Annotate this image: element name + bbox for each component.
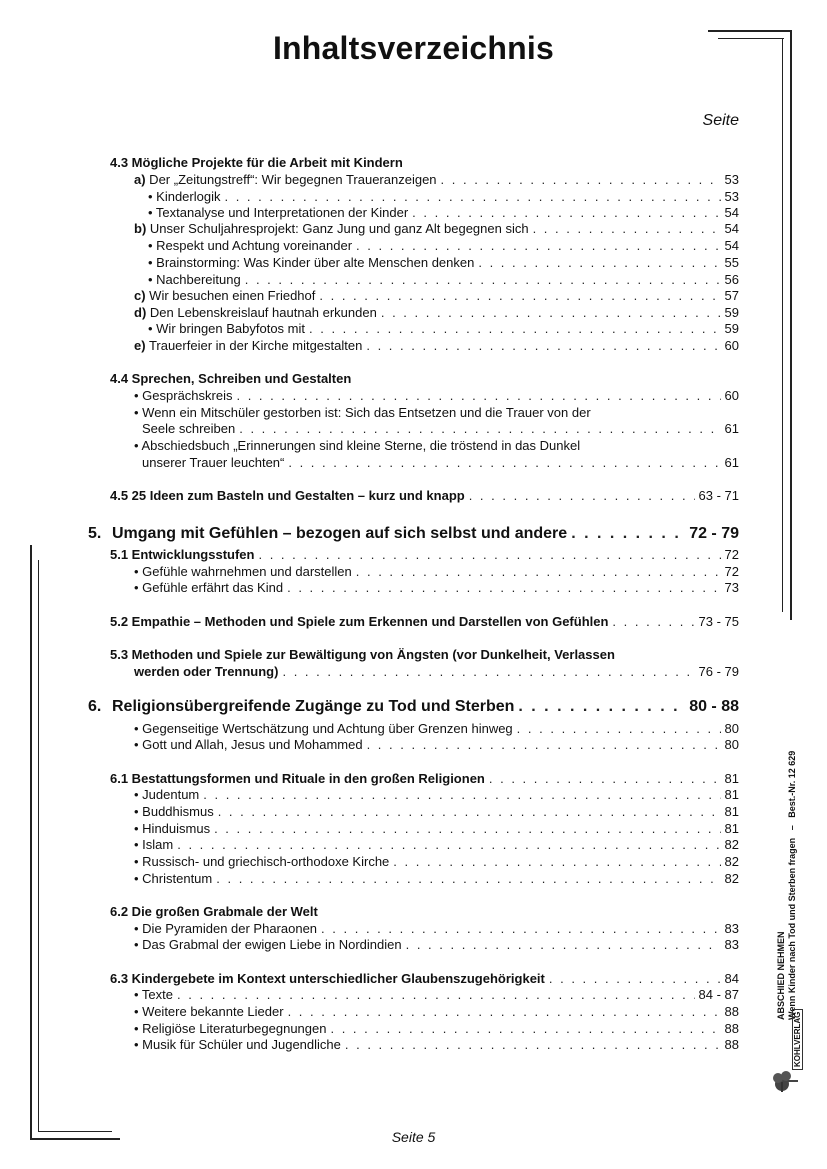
toc-entry-4-5[interactable] bbox=[110, 488, 739, 504]
entry-text: Unser Schuljahresprojekt: Ganz Jung und ganz Alt begegnen sich bbox=[146, 221, 529, 236]
page-number: 56 bbox=[724, 272, 739, 287]
page-number: 54 bbox=[724, 238, 739, 253]
leader-dots bbox=[177, 987, 695, 1003]
leader-dots bbox=[489, 771, 721, 787]
page-number: 61 bbox=[724, 455, 739, 470]
entry-text: • Texte bbox=[134, 987, 173, 1002]
toc-entry[interactable] bbox=[134, 787, 739, 803]
page-number: 72 bbox=[724, 547, 739, 562]
toc-entry[interactable] bbox=[134, 338, 739, 354]
entry-text: • Respekt und Achtung voreinander bbox=[148, 238, 353, 253]
page-range: 76 - 79 bbox=[698, 664, 739, 679]
entry-text-line: • Wenn ein Mitschüler gestorben ist: Sich das Entsetzen und die Trauer von der bbox=[134, 405, 591, 420]
entry-marker: a) bbox=[134, 172, 146, 187]
page-number: 54 bbox=[724, 205, 739, 220]
entry-text: Der „Zeitungstreff“: Wir begegnen Traueranzeigen bbox=[145, 172, 437, 187]
entry-text: • Gefühle wahrnehmen und darstellen bbox=[134, 564, 352, 579]
page-number: 59 bbox=[724, 321, 739, 336]
toc-entry[interactable] bbox=[134, 1021, 739, 1037]
page-number: 59 bbox=[724, 305, 739, 320]
toc-entry[interactable] bbox=[142, 421, 739, 437]
page-number: 84 bbox=[724, 971, 739, 986]
entry-text: • Die Pyramiden der Pharaonen bbox=[134, 921, 318, 936]
toc-entry[interactable] bbox=[142, 455, 739, 471]
entry-text: • Gegenseitige Wertschätzung und Achtung über Grenzen hinweg bbox=[134, 721, 513, 736]
page-number: 81 bbox=[724, 821, 739, 836]
toc-entry[interactable] bbox=[148, 255, 739, 271]
leader-dots bbox=[517, 721, 721, 737]
entry-text: • Musik für Schüler und Jugendliche bbox=[134, 1037, 341, 1052]
page-number: 82 bbox=[724, 854, 739, 869]
leader-dots bbox=[236, 388, 720, 404]
frame-right-line bbox=[790, 30, 792, 620]
leader-dots bbox=[478, 255, 720, 271]
toc-entry[interactable] bbox=[134, 172, 739, 188]
toc-entry[interactable] bbox=[134, 564, 739, 580]
entry-text: • Islam bbox=[134, 837, 174, 852]
entry-text: Seele schreiben bbox=[142, 421, 236, 436]
toc-entry[interactable] bbox=[134, 288, 739, 304]
leader-dots bbox=[412, 205, 720, 221]
toc-entry-5-2[interactable] bbox=[110, 614, 739, 630]
chapter-6-entry[interactable] bbox=[88, 697, 739, 717]
chapter-number: 5. bbox=[88, 525, 102, 542]
toc-entry[interactable] bbox=[134, 921, 739, 937]
page-number: 88 bbox=[724, 1004, 739, 1019]
toc-entry-6-1[interactable] bbox=[110, 771, 739, 787]
entry-text: • Weitere bekannte Lieder bbox=[134, 1004, 284, 1019]
leader-dots bbox=[214, 821, 720, 837]
separator: – bbox=[787, 825, 797, 831]
page-number: 81 bbox=[724, 787, 739, 802]
leader-dots bbox=[218, 804, 721, 820]
page-footer: Seite 5 bbox=[391, 1129, 436, 1145]
page-number: 61 bbox=[724, 421, 739, 436]
leader-dots bbox=[177, 837, 720, 853]
page-column-label: Seite bbox=[702, 112, 739, 129]
page-number: 81 bbox=[724, 771, 739, 786]
section-heading-4-4: 4.4 Sprechen, Schreiben und Gestalten bbox=[110, 371, 352, 386]
page-number: 88 bbox=[724, 1021, 739, 1036]
chapter-title: Umgang mit Gefühlen – bezogen auf sich selbst und andere bbox=[112, 525, 568, 542]
leader-dots bbox=[549, 971, 721, 987]
frame-left-line-inner bbox=[38, 560, 39, 1132]
toc-entry[interactable] bbox=[134, 854, 739, 870]
book-title: ABSCHIED NEHMEN bbox=[776, 931, 786, 1020]
entry-text: • Buddhismus bbox=[134, 804, 214, 819]
entry-text: • Brainstorming: Was Kinder über alte Menschen denken bbox=[148, 255, 475, 270]
section-heading-4-3: 4.3 Mögliche Projekte für die Arbeit mit Kindern bbox=[110, 155, 403, 170]
page-number: 57 bbox=[724, 288, 739, 303]
leader-dots bbox=[282, 664, 694, 680]
toc-entry[interactable] bbox=[134, 221, 739, 237]
entry-text: • Nachbereitung bbox=[148, 272, 241, 287]
toc-entry-5-1[interactable] bbox=[110, 547, 739, 563]
page-number: 53 bbox=[724, 172, 739, 187]
leader-dots bbox=[381, 305, 721, 321]
entry-text-line: • Abschiedsbuch „Erinnerungen sind kleine Sterne, die tröstend in das Dunkel bbox=[134, 438, 581, 453]
leader-dots bbox=[367, 737, 721, 753]
toc-entry[interactable] bbox=[134, 388, 739, 404]
sidebar-book-info bbox=[776, 720, 796, 1020]
leader-dots bbox=[533, 221, 721, 237]
entry-marker: e) bbox=[134, 338, 146, 353]
toc-entry[interactable] bbox=[134, 305, 739, 321]
page-number: 80 bbox=[724, 721, 739, 736]
toc-entry[interactable] bbox=[134, 580, 739, 596]
entry-text: • Textanalyse und Interpretationen der Kinder bbox=[148, 205, 409, 220]
toc-entry[interactable] bbox=[134, 1004, 739, 1020]
page-number: 83 bbox=[724, 921, 739, 936]
leader-dots bbox=[287, 580, 720, 596]
section-heading-6-2: 6.2 Die großen Grabmale der Welt bbox=[110, 904, 318, 919]
chapter-5-entry[interactable] bbox=[88, 524, 739, 544]
page-number: 82 bbox=[724, 837, 739, 852]
toc-entry[interactable] bbox=[148, 272, 739, 288]
page-number: 88 bbox=[724, 1037, 739, 1052]
leader-dots bbox=[406, 937, 721, 953]
leader-dots bbox=[216, 871, 720, 887]
entry-text: • Wir bringen Babyfotos mit bbox=[148, 321, 305, 336]
publisher-name: KOHLVERLAG bbox=[792, 1009, 803, 1070]
leader-dots bbox=[366, 338, 720, 354]
leader-dots bbox=[321, 921, 720, 937]
toc-entry[interactable] bbox=[134, 837, 739, 853]
leader-dots bbox=[245, 272, 721, 288]
page-number: 72 bbox=[724, 564, 739, 579]
toc-entry[interactable] bbox=[134, 804, 739, 820]
leader-dots bbox=[258, 547, 720, 563]
entry-text: 6.3 Kindergebete im Kontext unterschiedlicher Glaubenszugehörigkeit bbox=[110, 971, 545, 986]
toc-entry[interactable] bbox=[134, 987, 739, 1003]
page-number: 53 bbox=[724, 189, 739, 204]
book-subtitle: Wenn Kinder nach Tod und Sterben fragen bbox=[787, 837, 797, 1020]
toc-entry[interactable] bbox=[134, 721, 739, 737]
entry-marker: d) bbox=[134, 305, 147, 320]
page-number: 81 bbox=[724, 804, 739, 819]
leader-dots bbox=[239, 421, 720, 437]
entry-text: werden oder Trennung) bbox=[134, 664, 279, 679]
frame-right-line-inner bbox=[782, 38, 783, 612]
entry-text: unserer Trauer leuchten“ bbox=[142, 455, 285, 470]
entry-text: 5.2 Empathie – Methoden und Spiele zum Erkennen und Darstellen von Gefühlen bbox=[110, 614, 609, 629]
entry-text: • Christentum bbox=[134, 871, 213, 886]
toc-entry-5-3[interactable] bbox=[134, 664, 739, 680]
page-number: 83 bbox=[724, 937, 739, 952]
entry-marker: b) bbox=[134, 221, 147, 236]
chapter-number: 6. bbox=[88, 698, 102, 715]
entry-text: • Das Grabmal der ewigen Liebe in Nordindien bbox=[134, 937, 402, 952]
toc-entry[interactable] bbox=[134, 937, 739, 953]
publisher-logo bbox=[772, 1011, 806, 1094]
chapter-title: Religionsübergreifende Zugänge zu Tod und Sterben bbox=[112, 698, 515, 715]
leader-dots bbox=[309, 321, 721, 337]
toc-entry[interactable] bbox=[134, 737, 739, 753]
toc-entry[interactable] bbox=[148, 205, 739, 221]
page-number: 60 bbox=[724, 338, 739, 353]
page-number: 55 bbox=[724, 255, 739, 270]
page-range: 73 - 75 bbox=[698, 614, 739, 629]
leader-dots bbox=[356, 238, 721, 254]
entry-text: Den Lebenskreislauf hautnah erkunden bbox=[146, 305, 377, 320]
toc-entry[interactable] bbox=[134, 871, 739, 887]
leader-dots bbox=[612, 614, 694, 630]
page-number: 80 bbox=[724, 737, 739, 752]
entry-text: Wir besuchen einen Friedhof bbox=[145, 288, 316, 303]
page-range: 84 - 87 bbox=[698, 987, 739, 1002]
toc-entry[interactable] bbox=[148, 189, 739, 205]
entry-text: • Russisch- und griechisch-orthodoxe Kirche bbox=[134, 854, 390, 869]
order-number: Best.-Nr. 12 629 bbox=[787, 750, 797, 818]
entry-marker: c) bbox=[134, 288, 146, 303]
entry-text: • Gefühle erfährt das Kind bbox=[134, 580, 284, 595]
leader-dots bbox=[571, 524, 685, 544]
entry-text: • Hinduismus bbox=[134, 821, 211, 836]
entry-text: Trauerfeier in der Kirche mitgestalten bbox=[145, 338, 363, 353]
frame-left-line bbox=[30, 545, 32, 1140]
page-number: 60 bbox=[724, 388, 739, 403]
leader-dots bbox=[288, 1004, 721, 1020]
leader-dots bbox=[345, 1037, 721, 1053]
entry-text: 4.5 25 Ideen zum Basteln und Gestalten – kurz und knapp bbox=[110, 488, 465, 503]
page-number: 54 bbox=[724, 221, 739, 236]
page-number: 63 - 71 bbox=[698, 488, 739, 503]
leader-dots bbox=[393, 854, 720, 870]
toc-entry-6-3[interactable] bbox=[110, 971, 739, 987]
page-title: Inhaltsverzeichnis bbox=[272, 30, 555, 66]
leader-dots bbox=[441, 172, 721, 188]
page-range: 72 - 79 bbox=[689, 525, 739, 542]
toc-entry[interactable] bbox=[134, 1037, 739, 1053]
page-number: 82 bbox=[724, 871, 739, 886]
leader-dots bbox=[319, 288, 720, 304]
leader-dots bbox=[356, 564, 721, 580]
toc-entry[interactable] bbox=[148, 238, 739, 254]
entry-text: • Gesprächskreis bbox=[134, 388, 233, 403]
leader-dots bbox=[469, 488, 695, 504]
entry-text: • Kinderlogik bbox=[148, 189, 221, 204]
page-range: 80 - 88 bbox=[689, 698, 739, 715]
leader-dots bbox=[518, 697, 685, 717]
entry-text: 5.1 Entwicklungsstufen bbox=[110, 547, 255, 562]
section-heading-5-3: 5.3 Methoden und Spiele zur Bewältigung von Ängsten (vor Dunkelheit, Verlassen bbox=[110, 647, 615, 662]
leader-dots bbox=[288, 455, 720, 471]
entry-text: • Religiöse Literaturbegegnungen bbox=[134, 1021, 327, 1036]
toc-entry[interactable] bbox=[148, 321, 739, 337]
entry-text: • Judentum bbox=[134, 787, 200, 802]
toc-entry[interactable] bbox=[134, 821, 739, 837]
leader-dots bbox=[203, 787, 720, 803]
leader-dots bbox=[224, 189, 720, 205]
entry-text: 6.1 Bestattungsformen und Rituale in den großen Religionen bbox=[110, 771, 485, 786]
leader-dots bbox=[330, 1021, 720, 1037]
page-number: 73 bbox=[724, 580, 739, 595]
entry-text: • Gott und Allah, Jesus und Mohammed bbox=[134, 737, 363, 752]
